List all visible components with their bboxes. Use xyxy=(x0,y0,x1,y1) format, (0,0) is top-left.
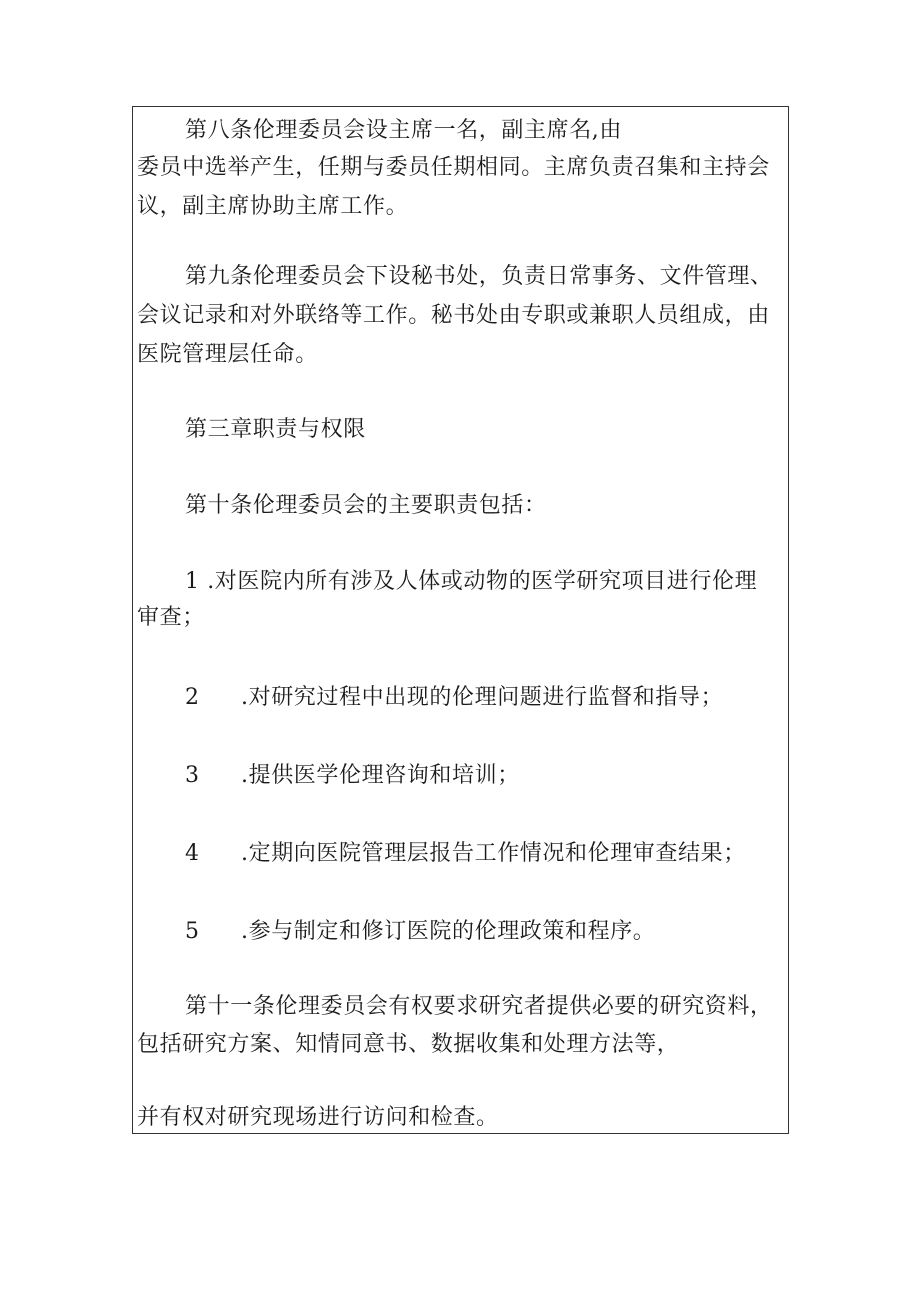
article10-item4-number: 4 xyxy=(185,841,200,866)
article10-item3-number: 3 xyxy=(185,763,200,788)
article10-item2-number: 2 xyxy=(185,685,200,710)
article8-line1: 第八条伦理委员会设主席一名，副主席名,由 xyxy=(185,118,622,143)
article10-item5-text: .参与制定和修订医院的伦理政策和程序。 xyxy=(241,919,656,944)
article10-item2-text: .对研究过程中出现的伦理问题进行监督和指导； xyxy=(241,685,724,710)
article9-line1: 第九条伦理委员会下设秘书处，负责日常事务、文件管理、 xyxy=(185,264,773,289)
document-frame xyxy=(132,106,789,1134)
chapter3-title: 第三章职责与权限 xyxy=(185,417,366,442)
article10-item3-text: .提供医学伦理咨询和培训； xyxy=(241,763,520,788)
article11-line1: 第十一条伦理委员会有权要求研究者提供必要的研究资料， xyxy=(185,994,773,1019)
article9-line2: 会议记录和对外联络等工作。秘书处由专职或兼职人员组成，由 xyxy=(137,303,770,328)
article8-line3: 议，副主席协助主席工作。 xyxy=(137,194,409,219)
article10-intro: 第十条伦理委员会的主要职责包括： xyxy=(185,493,547,518)
article9-line3: 医院管理层任命。 xyxy=(137,342,318,367)
article8-line2: 委员中选举产生，任期与委员任期相同。主席负责召集和主持会 xyxy=(137,155,770,180)
article10-item5-number: 5 xyxy=(185,919,200,944)
article11-line2: 包括研究方案、知情同意书、数据收集和处理方法等， xyxy=(137,1032,680,1057)
article10-item4-text: .定期向医院管理层报告工作情况和伦理审查结果； xyxy=(241,841,746,866)
article11-line3: 并有权对研究现场进行访问和检查。 xyxy=(137,1105,499,1130)
article10-item1-line2: 审查； xyxy=(137,605,205,630)
article10-item1-line1: 1 .对医院内所有涉及人体或动物的医学研究项目进行伦理 xyxy=(185,569,758,594)
